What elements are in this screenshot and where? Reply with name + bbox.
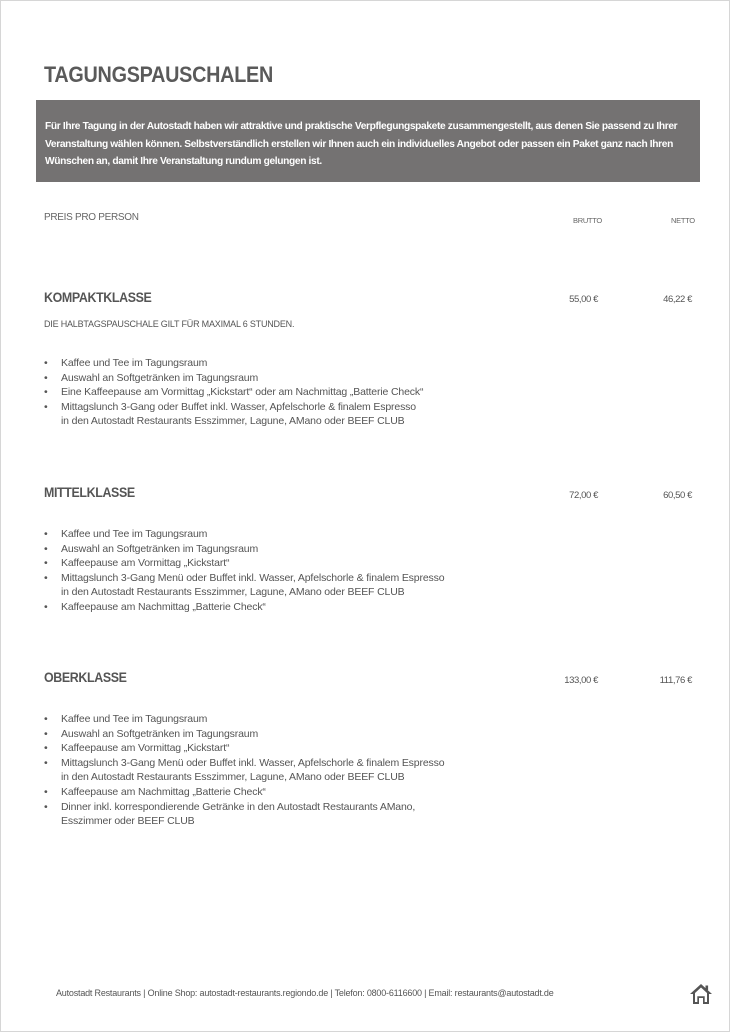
package-item-list bbox=[44, 356, 423, 429]
list-item: • Kaffeepause am Vormittag „Kickstart“ bbox=[44, 742, 230, 755]
intro-box bbox=[36, 100, 700, 182]
list-item: • Mittagslunch 3-Gang Menü oder Buffet inkl. Wasser, Apfelschorle & finalem Espresso bbox=[44, 756, 445, 769]
package-note: DIE HALBTAGSPAUSCHALE GILT FÜR MAXIMAL 6 STUNDEN. bbox=[44, 319, 295, 329]
price-brutto: 72,00 € bbox=[569, 490, 598, 501]
intro-text: Für Ihre Tagung in der Autostadt haben wir attraktive und praktische Verpflegungspakete zusammengestellt, aus denen Sie passend zu Ihrer Veranstaltung wählen können. Selbstverständlich erstellen wir Ihnen auch ein individuelles Angebot oder passen ein Paket ganz nach Ihren Wünschen an, damit Ihre Veranstaltung rundum gelungen ist. bbox=[45, 121, 678, 167]
list-item: • Mittagslunch 3-Gang Menü oder Buffet inkl. Wasser, Apfelschorle & finalem Espresso bbox=[44, 571, 445, 584]
list-item: • Mittagslunch 3-Gang oder Buffet inkl. Wasser, Apfelschorle & finalem Espresso bbox=[44, 400, 416, 413]
package-title: KOMPAKTKLASSE bbox=[44, 290, 152, 305]
price-netto: 111,76 € bbox=[659, 675, 692, 686]
price-brutto: 55,00 € bbox=[569, 294, 598, 305]
footer-contact: Autostadt Restaurants | Online Shop: autostadt-restaurants.regiondo.de | Telefon: 0800-6116600 | Email: restaurants@autostadt.de bbox=[56, 988, 554, 998]
list-item: • Kaffee und Tee im Tagungsraum bbox=[44, 713, 208, 725]
list-item: • Auswahl an Softgetränken im Tagungsraum bbox=[44, 727, 259, 740]
list-item: • Auswahl an Softgetränken im Tagungsraum bbox=[44, 542, 259, 555]
list-item: • Dinner inkl. korrespondierende Getränke in den Autostadt Restaurants AMano, bbox=[44, 800, 416, 813]
brutto-header: BRUTTO bbox=[573, 216, 602, 225]
list-item: • Kaffeepause am Nachmittag „Batterie Check“ bbox=[44, 785, 266, 798]
list-item: • Kaffee und Tee im Tagungsraum bbox=[44, 528, 208, 540]
home-icon[interactable] bbox=[689, 983, 713, 1005]
netto-header: NETTO bbox=[671, 216, 695, 225]
list-item: • Kaffeepause am Vormittag „Kickstart“ bbox=[44, 557, 230, 570]
package-title: MITTELKLASSE bbox=[44, 485, 135, 500]
list-item: • Kaffee und Tee im Tagungsraum bbox=[44, 357, 208, 369]
price-brutto: 133,00 € bbox=[564, 675, 598, 686]
price-netto: 46,22 € bbox=[663, 294, 692, 305]
list-item-continuation: Esszimmer oder BEEF CLUB bbox=[61, 815, 195, 828]
list-item: • Auswahl an Softgetränken im Tagungsraum bbox=[44, 371, 259, 384]
list-item-continuation: in den Autostadt Restaurants Esszimmer, Lagune, AMano oder BEEF CLUB bbox=[61, 415, 405, 428]
list-item: • Kaffeepause am Nachmittag „Batterie Check“ bbox=[44, 600, 266, 613]
page-title: TAGUNGSPAUSCHALEN bbox=[44, 62, 273, 87]
price-netto: 60,50 € bbox=[663, 490, 692, 501]
package-item-list bbox=[44, 712, 444, 829]
list-item: • Eine Kaffeepause am Vormittag „Kickstart“ oder am Nachmittag „Batterie Check“ bbox=[44, 386, 424, 399]
package-item-list bbox=[44, 527, 444, 615]
list-item-continuation: in den Autostadt Restaurants Esszimmer, Lagune, AMano oder BEEF CLUB bbox=[61, 586, 405, 599]
list-item-continuation: in den Autostadt Restaurants Esszimmer, Lagune, AMano oder BEEF CLUB bbox=[61, 771, 405, 784]
price-per-person-label: PREIS PRO PERSON bbox=[44, 212, 139, 223]
package-title: OBERKLASSE bbox=[44, 670, 127, 685]
